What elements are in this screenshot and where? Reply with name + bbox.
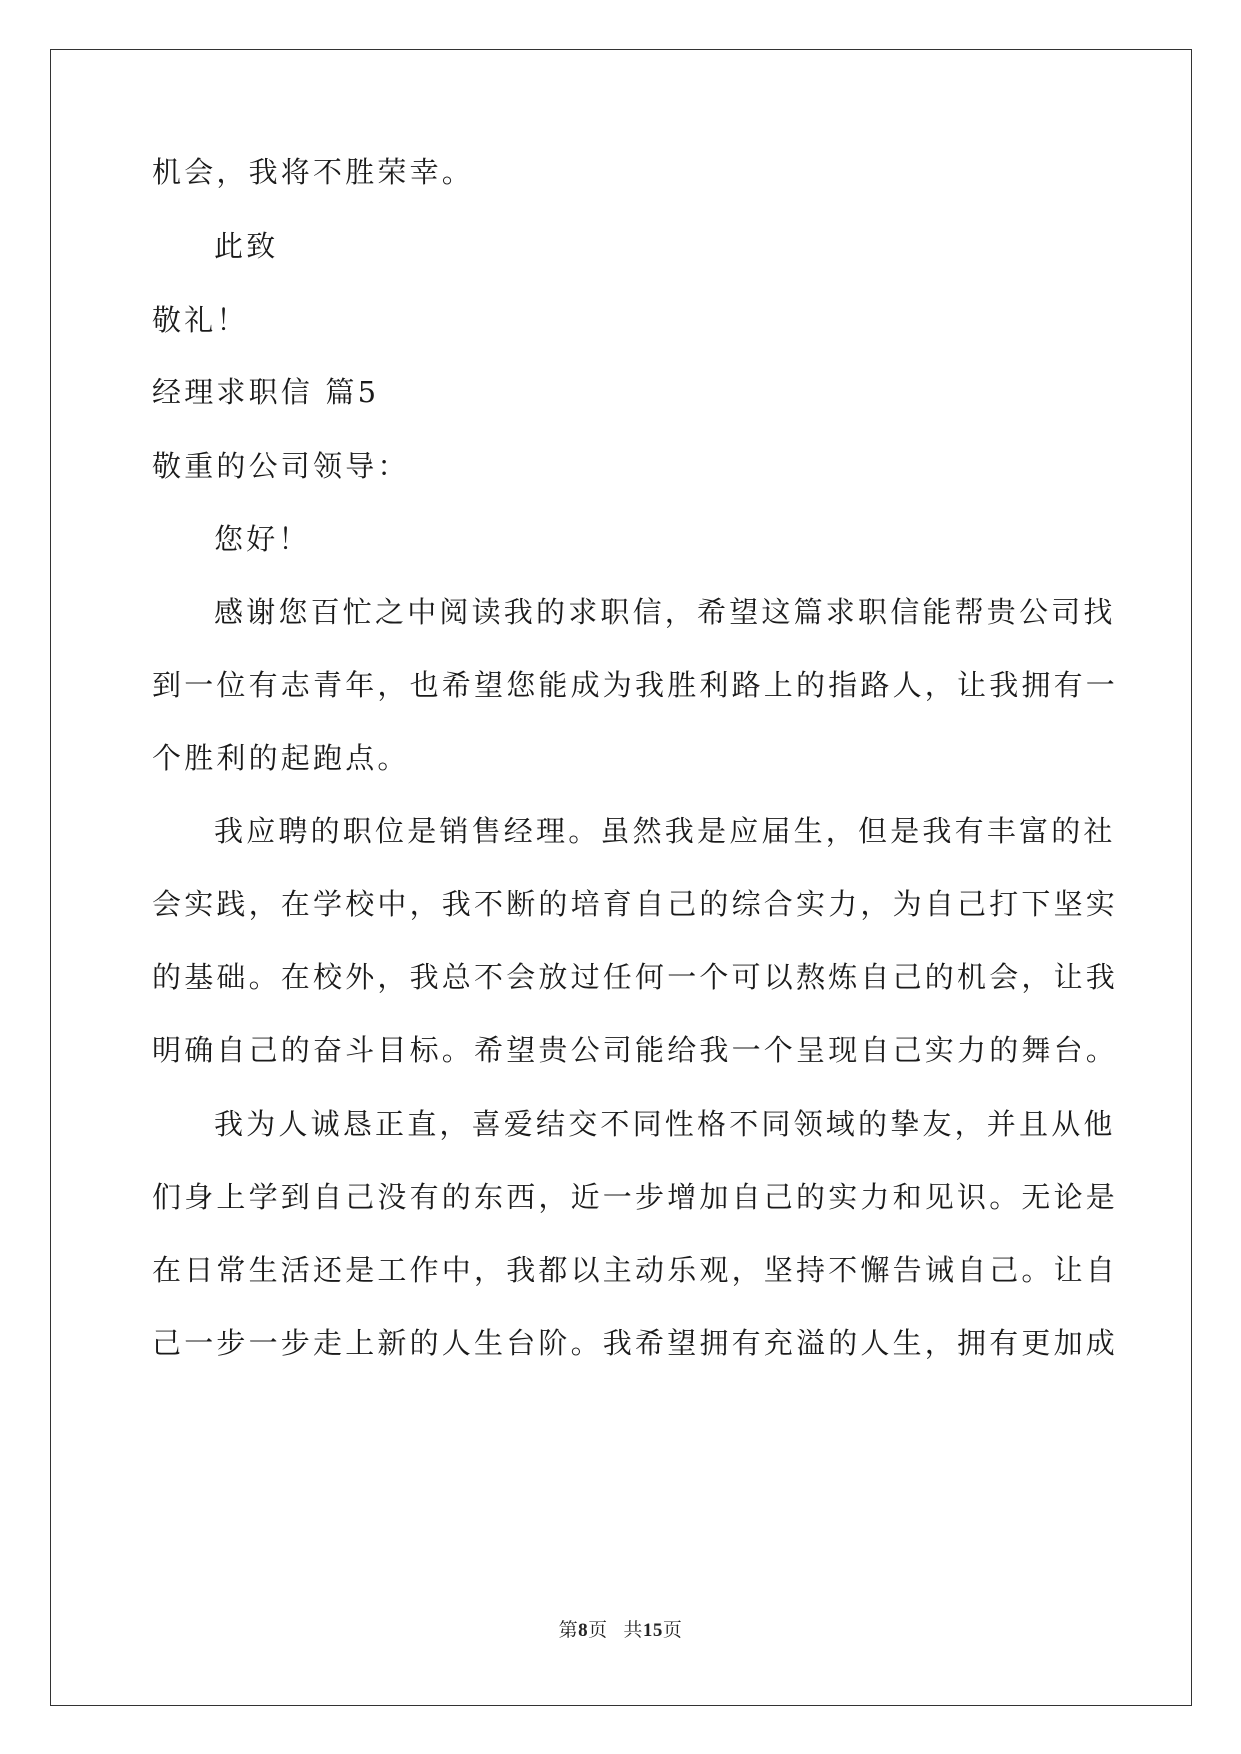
total-pages: 15	[642, 1620, 663, 1641]
footer-page-suffix: 页	[588, 1620, 608, 1641]
page-footer	[0, 1615, 1241, 1642]
greeting: 您好！	[214, 522, 311, 556]
text-line: 机会，我将不胜荣幸。	[152, 155, 475, 189]
page-number: 8	[578, 1620, 589, 1641]
text-line: 明确自己的奋斗目标。希望贵公司能给我一个呈现自己实力的舞台。	[152, 1033, 1119, 1067]
footer-prefix: 第	[558, 1620, 579, 1641]
section-heading: 经理求职信 篇5	[152, 375, 380, 409]
text-line: 的基础。在校外，我总不会放过任何一个可以熬炼自己的机会，让我	[152, 960, 1119, 994]
text-line: 到一位有志青年，也希望您能成为我胜利路上的指路人，让我拥有一	[152, 668, 1119, 702]
footer-total-prefix: 共	[623, 1620, 643, 1641]
text-line: 此致	[214, 229, 279, 263]
salutation: 敬重的公司领导：	[152, 449, 410, 483]
text-line: 感谢您百忙之中阅读我的求职信，希望这篇求职信能帮贵公司找	[214, 595, 1116, 629]
text-line: 们身上学到自己没有的东西，近一步增加自己的实力和见识。无论是	[152, 1180, 1119, 1214]
text-line: 在日常生活还是工作中，我都以主动乐观，坚持不懈告诫自己。让自	[152, 1253, 1119, 1287]
text-line: 会实践，在学校中，我不断的培育自己的综合实力，为自己打下坚实	[152, 887, 1119, 921]
text-line: 我应聘的职位是销售经理。虽然我是应届生，但是我有丰富的社	[214, 814, 1116, 848]
page-border	[50, 49, 1192, 1706]
text-line: 个胜利的起跑点。	[152, 741, 410, 775]
footer-total-suffix: 页	[662, 1620, 683, 1641]
text-line: 我为人诚恳正直，喜爱结交不同性格不同领域的挚友，并且从他	[214, 1107, 1116, 1141]
text-line: 敬礼！	[152, 303, 249, 337]
text-line: 己一步一步走上新的人生台阶。我希望拥有充溢的人生，拥有更加成	[152, 1326, 1119, 1360]
